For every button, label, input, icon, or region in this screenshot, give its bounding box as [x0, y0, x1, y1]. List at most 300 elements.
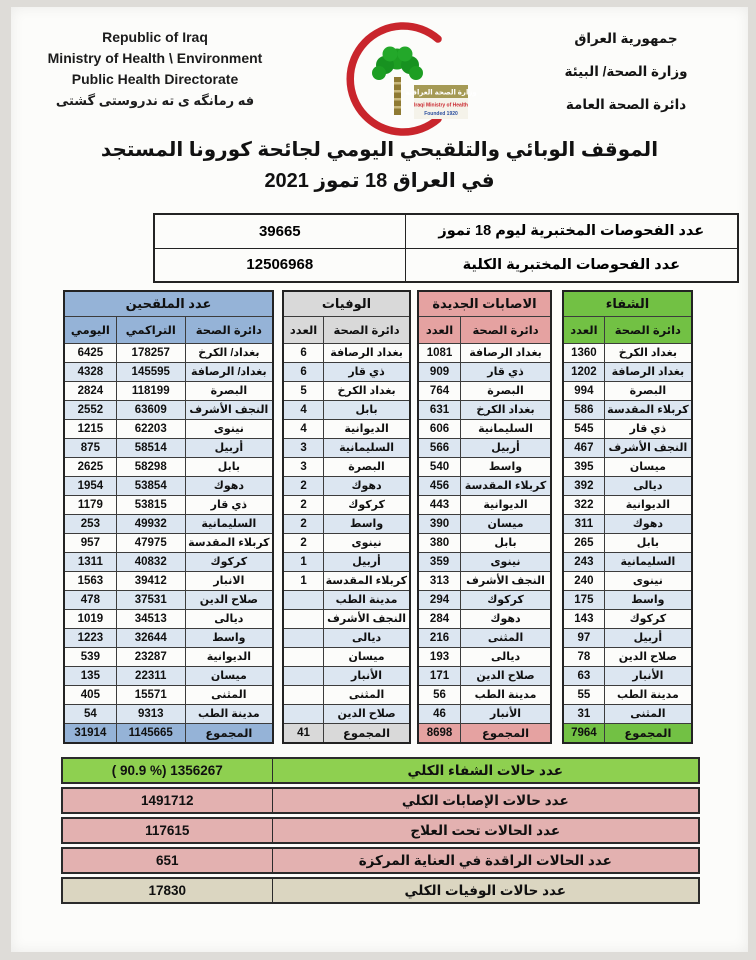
report-title — [11, 135, 748, 197]
value-cell: 957 — [64, 533, 116, 552]
value-cell: 9313 — [116, 704, 185, 723]
value-cell — [283, 647, 324, 666]
table-row — [283, 609, 410, 628]
table-row — [64, 666, 273, 685]
province-cell: نينوى — [324, 533, 410, 552]
letterhead — [11, 7, 748, 125]
value-cell: 631 — [418, 400, 461, 419]
value-cell: 2552 — [64, 400, 116, 419]
value-cell: 566 — [418, 438, 461, 457]
table-row — [283, 495, 410, 514]
table-row — [563, 495, 692, 514]
table-row — [563, 400, 692, 419]
value-cell: 23287 — [116, 647, 185, 666]
table-row — [418, 514, 551, 533]
province-cell: بغداد/ الرصافة — [185, 362, 273, 381]
province-cell: الانبار — [185, 571, 273, 590]
value-cell: 586 — [563, 400, 604, 419]
table-deaths — [282, 290, 411, 744]
value-cell: 178257 — [116, 343, 185, 362]
province-cell: النجف الأشرف — [461, 571, 551, 590]
arabic-line-1: جمهورية العراق — [574, 31, 678, 46]
arabic-line-3: دائرة الصحة العامة — [565, 97, 687, 112]
value-cell: 2625 — [64, 457, 116, 476]
table-row — [283, 400, 410, 419]
table-row — [283, 362, 410, 381]
value-cell: 764 — [418, 381, 461, 400]
value-cell: 478 — [64, 590, 116, 609]
value-cell: 1563 — [64, 571, 116, 590]
province-cell: ديالى — [324, 628, 410, 647]
value-cell: 32644 — [116, 628, 185, 647]
table-vaccinated — [63, 290, 274, 744]
logo-arabic-name: وزارة الصحة العراقية — [404, 89, 477, 97]
province-cell: النجف الأشرف — [324, 609, 410, 628]
value-cell: 284 — [418, 609, 461, 628]
table-row — [283, 438, 410, 457]
province-cell: السليمانية — [185, 514, 273, 533]
table-row — [418, 495, 551, 514]
province-cell: واسط — [324, 514, 410, 533]
table-row — [563, 438, 692, 457]
table-row — [64, 457, 273, 476]
province-cell: مدينة الطب — [185, 704, 273, 723]
value-cell: 3 — [283, 438, 324, 457]
tests-row — [154, 248, 738, 282]
province-cell: واسط — [185, 628, 273, 647]
province-cell: الأنبار — [461, 704, 551, 723]
value-cell: 118199 — [116, 381, 185, 400]
value-cell: 135 — [64, 666, 116, 685]
value-cell: 456 — [418, 476, 461, 495]
table-row — [418, 590, 551, 609]
province-cell: بابل — [461, 533, 551, 552]
table-row — [563, 628, 692, 647]
table-row — [563, 362, 692, 381]
value-cell: 311 — [563, 514, 604, 533]
province-cell: الديوانية — [324, 419, 410, 438]
province-cell: واسط — [461, 457, 551, 476]
value-cell: 1215 — [64, 419, 116, 438]
table-row — [418, 533, 551, 552]
kurdish-line: فه رمانگه ى ته ندروستى گشتى — [55, 93, 255, 108]
tests-label: عدد الفحوصات المختبرية ليوم 18 تموز — [405, 214, 738, 248]
value-cell: 395 — [563, 457, 604, 476]
value-cell: 1202 — [563, 362, 604, 381]
province-cell: الأنبار — [604, 666, 692, 685]
arabic-line-2: وزارة الصحة/ البيئة — [564, 64, 688, 79]
table-row — [418, 666, 551, 685]
province-cell: ذي قار — [324, 362, 410, 381]
province-cell: مدينة الطب — [324, 590, 410, 609]
province-cell: كركوك — [604, 609, 692, 628]
value-cell: 606 — [418, 419, 461, 438]
summary-value: 117615 — [63, 819, 273, 842]
province-cell: دهوك — [604, 514, 692, 533]
total-cell: 7964 — [563, 723, 604, 743]
total-cell: 31914 — [64, 723, 116, 743]
value-cell: 540 — [418, 457, 461, 476]
province-cell: مدينة الطب — [604, 685, 692, 704]
value-cell: 1 — [283, 571, 324, 590]
province-cell: الديوانية — [461, 495, 551, 514]
table-recovered — [562, 290, 693, 744]
table-row — [418, 647, 551, 666]
ministry-logo — [317, 19, 485, 125]
value-cell: 62203 — [116, 419, 185, 438]
value-cell: 6 — [283, 362, 324, 381]
table-row — [563, 609, 692, 628]
value-cell: 143 — [563, 609, 604, 628]
ministry-of-health-logo-icon — [322, 19, 480, 137]
table-row — [418, 685, 551, 704]
table-row — [64, 400, 273, 419]
province-cell: السليمانية — [604, 552, 692, 571]
table-row — [563, 704, 692, 723]
province-cell: صلاح الدين — [461, 666, 551, 685]
table-row — [418, 343, 551, 362]
province-cell: بابل — [185, 457, 273, 476]
table-row — [563, 419, 692, 438]
total-cell: المجموع — [461, 723, 551, 743]
table-row — [283, 704, 410, 723]
report-title-line-2: في العراق 18 تموز 2021 — [264, 170, 495, 192]
province-cell: السليمانية — [461, 419, 551, 438]
table-title: عدد الملقحين — [64, 291, 273, 316]
province-cell: أربيل — [324, 552, 410, 571]
table-row — [283, 590, 410, 609]
table-row — [64, 476, 273, 495]
value-cell: 1019 — [64, 609, 116, 628]
province-cell: ذي قار — [604, 419, 692, 438]
table-row — [283, 343, 410, 362]
english-line-2: Ministry of Health \ Environment — [47, 50, 263, 66]
value-cell: 545 — [563, 419, 604, 438]
value-cell: 2 — [283, 514, 324, 533]
column-header: دائرة الصحة — [185, 316, 273, 343]
table-title: الاصابات الجديدة — [418, 291, 551, 316]
letterhead-english — [21, 19, 289, 125]
value-cell: 6425 — [64, 343, 116, 362]
column-header: العدد — [283, 316, 324, 343]
table-row — [563, 552, 692, 571]
province-cell: نينوى — [604, 571, 692, 590]
value-cell: 78 — [563, 647, 604, 666]
value-cell: 405 — [64, 685, 116, 704]
tests-label: عدد الفحوصات المختبرية الكلية — [405, 248, 738, 282]
province-cell: بابل — [604, 533, 692, 552]
table-row — [283, 666, 410, 685]
value-cell: 58514 — [116, 438, 185, 457]
table-row — [64, 419, 273, 438]
table-row — [64, 571, 273, 590]
province-cell: بغداد الرصافة — [324, 343, 410, 362]
table-row — [64, 495, 273, 514]
province-cell: ديالى — [185, 609, 273, 628]
value-cell: 4 — [283, 400, 324, 419]
table-title: الشفاء — [563, 291, 692, 316]
table-row — [283, 514, 410, 533]
province-cell: البصرة — [461, 381, 551, 400]
value-cell: 1081 — [418, 343, 461, 362]
total-cell: 41 — [283, 723, 324, 743]
value-cell: 994 — [563, 381, 604, 400]
table-row — [64, 362, 273, 381]
logo-english-name: Iraqi Ministry of Health — [413, 102, 468, 109]
value-cell: 392 — [563, 476, 604, 495]
value-cell: 909 — [418, 362, 461, 381]
table-row — [563, 381, 692, 400]
table-row — [64, 514, 273, 533]
table-row — [418, 628, 551, 647]
province-cell: ديالى — [604, 476, 692, 495]
table-row — [418, 704, 551, 723]
value-cell: 22311 — [116, 666, 185, 685]
province-cell: المثنى — [324, 685, 410, 704]
value-cell: 4 — [283, 419, 324, 438]
table-row — [283, 476, 410, 495]
province-cell: المثنى — [461, 628, 551, 647]
total-row — [283, 723, 410, 743]
main-tables — [11, 290, 748, 744]
value-cell: 54 — [64, 704, 116, 723]
province-cell: كربلاء المقدسة — [604, 400, 692, 419]
province-cell: الديوانية — [604, 495, 692, 514]
province-cell: بغداد/ الكرخ — [185, 343, 273, 362]
table-row — [418, 476, 551, 495]
value-cell: 2 — [283, 495, 324, 514]
table-row — [64, 647, 273, 666]
value-cell: 1954 — [64, 476, 116, 495]
province-cell: كركوك — [324, 495, 410, 514]
province-cell: المثنى — [604, 704, 692, 723]
value-cell: 63609 — [116, 400, 185, 419]
value-cell: 1223 — [64, 628, 116, 647]
table-row — [563, 514, 692, 533]
tests-row — [154, 214, 738, 248]
table-row — [563, 685, 692, 704]
value-cell: 15571 — [116, 685, 185, 704]
value-cell — [283, 590, 324, 609]
table-row — [563, 476, 692, 495]
province-cell: أربيل — [604, 628, 692, 647]
value-cell: 2 — [283, 533, 324, 552]
province-cell: البصرة — [185, 381, 273, 400]
value-cell: 39412 — [116, 571, 185, 590]
table-infections — [417, 290, 552, 744]
summary-label: عدد حالات الإصابات الكلي — [401, 792, 569, 808]
total-row — [64, 723, 273, 743]
province-cell: البصرة — [604, 381, 692, 400]
table-row — [418, 400, 551, 419]
province-cell: دهوك — [461, 609, 551, 628]
value-cell: 1179 — [64, 495, 116, 514]
summary-label: عدد حالات الوفيات الكلي — [404, 882, 567, 898]
logo-founded-text: Founded 1920 — [423, 111, 458, 117]
table-row — [64, 552, 273, 571]
summary-value: ( 90.9 %) 1356267 — [63, 759, 273, 782]
table-row — [418, 457, 551, 476]
total-row — [563, 723, 692, 743]
table-row — [64, 533, 273, 552]
value-cell: 40832 — [116, 552, 185, 571]
value-cell: 322 — [563, 495, 604, 514]
table-row — [64, 438, 273, 457]
column-header: اليومي — [64, 316, 116, 343]
column-header: العدد — [418, 316, 461, 343]
value-cell: 1360 — [563, 343, 604, 362]
total-cell: 8698 — [418, 723, 461, 743]
table-row — [563, 647, 692, 666]
report-title-line-1: الموقف الوبائي والتلقيحي اليومي لجائحة كورونا المستجد — [100, 139, 659, 161]
province-cell: ميسان — [604, 457, 692, 476]
total-cell: 1145665 — [116, 723, 185, 743]
value-cell: 49932 — [116, 514, 185, 533]
summary-value: 651 — [63, 849, 273, 872]
summary-label: عدد الحالات تحت العلاج — [410, 822, 561, 838]
tests-table — [153, 213, 739, 283]
summary-label: عدد الحالات الراقدة في العناية المركزة — [358, 852, 612, 868]
province-cell: مدينة الطب — [461, 685, 551, 704]
value-cell: 46 — [418, 704, 461, 723]
summary-row — [61, 757, 700, 784]
province-cell: بابل — [324, 400, 410, 419]
province-cell: كركوك — [461, 590, 551, 609]
province-cell: النجف الأشرف — [185, 400, 273, 419]
value-cell: 6 — [283, 343, 324, 362]
tests-value: 39665 — [154, 214, 405, 248]
table-row — [283, 552, 410, 571]
summary-table — [61, 757, 700, 904]
province-cell: كربلاء المقدسة — [185, 533, 273, 552]
province-cell: ذي قار — [185, 495, 273, 514]
value-cell: 97 — [563, 628, 604, 647]
value-cell: 171 — [418, 666, 461, 685]
table-row — [64, 590, 273, 609]
column-header: دائرة الصحة — [461, 316, 551, 343]
province-cell: دهوك — [185, 476, 273, 495]
province-cell: واسط — [604, 590, 692, 609]
table-row — [283, 457, 410, 476]
province-cell: صلاح الدين — [185, 590, 273, 609]
table-row — [418, 609, 551, 628]
value-cell — [283, 685, 324, 704]
summary-row — [61, 847, 700, 874]
province-cell: بغداد الكرخ — [604, 343, 692, 362]
summary-value: 17830 — [63, 879, 273, 902]
total-row — [418, 723, 551, 743]
province-cell: نينوى — [185, 419, 273, 438]
table-row — [418, 362, 551, 381]
province-cell: أربيل — [185, 438, 273, 457]
summary-row — [61, 817, 700, 844]
table-row — [418, 419, 551, 438]
value-cell: 5 — [283, 381, 324, 400]
province-cell: النجف الأشرف — [604, 438, 692, 457]
column-header: دائرة الصحة — [324, 316, 410, 343]
summary-row — [61, 877, 700, 904]
logo-badge — [405, 85, 476, 119]
province-cell: كربلاء المقدسة — [324, 571, 410, 590]
value-cell: 443 — [418, 495, 461, 514]
value-cell: 2 — [283, 476, 324, 495]
province-cell: بغداد الكرخ — [461, 400, 551, 419]
province-cell: بغداد الكرخ — [324, 381, 410, 400]
province-cell: ديالى — [461, 647, 551, 666]
table-row — [563, 533, 692, 552]
value-cell — [283, 666, 324, 685]
value-cell — [283, 704, 324, 723]
value-cell: 243 — [563, 552, 604, 571]
value-cell: 37531 — [116, 590, 185, 609]
value-cell: 1 — [283, 552, 324, 571]
total-cell: المجموع — [185, 723, 273, 743]
total-cell: المجموع — [324, 723, 410, 743]
value-cell: 58298 — [116, 457, 185, 476]
value-cell: 2824 — [64, 381, 116, 400]
english-line-1: Republic of Iraq — [102, 29, 208, 45]
value-cell: 31 — [563, 704, 604, 723]
table-row — [563, 571, 692, 590]
table-row — [283, 419, 410, 438]
total-cell: المجموع — [604, 723, 692, 743]
province-cell: البصرة — [324, 457, 410, 476]
value-cell: 47975 — [116, 533, 185, 552]
value-cell: 467 — [563, 438, 604, 457]
province-cell: صلاح الدين — [604, 647, 692, 666]
value-cell: 53854 — [116, 476, 185, 495]
table-title: الوفيات — [283, 291, 410, 316]
value-cell: 63 — [563, 666, 604, 685]
province-cell: بغداد الرصافة — [461, 343, 551, 362]
value-cell: 380 — [418, 533, 461, 552]
value-cell: 145595 — [116, 362, 185, 381]
table-row — [64, 685, 273, 704]
summary-value: 1491712 — [63, 789, 273, 812]
summary-label: عدد حالات الشفاء الكلي — [407, 762, 564, 778]
province-cell: نينوى — [461, 552, 551, 571]
table-row — [283, 628, 410, 647]
table-row — [283, 647, 410, 666]
province-cell: كركوك — [185, 552, 273, 571]
table-row — [418, 552, 551, 571]
column-header: دائرة الصحة — [604, 316, 692, 343]
province-cell: المثنى — [185, 685, 273, 704]
photo-edge-artifact — [8, 97, 11, 954]
province-cell: أربيل — [461, 438, 551, 457]
english-line-3: Public Health Directorate — [71, 71, 239, 87]
value-cell: 53815 — [116, 495, 185, 514]
table-row — [64, 704, 273, 723]
province-cell: الأنبار — [324, 666, 410, 685]
value-cell: 359 — [418, 552, 461, 571]
value-cell: 240 — [563, 571, 604, 590]
value-cell: 265 — [563, 533, 604, 552]
value-cell: 253 — [64, 514, 116, 533]
province-cell: ميسان — [461, 514, 551, 533]
table-row — [283, 381, 410, 400]
table-row — [283, 533, 410, 552]
province-cell: ميسان — [324, 647, 410, 666]
province-cell: دهوك — [324, 476, 410, 495]
column-header: العدد — [563, 316, 604, 343]
table-row — [563, 590, 692, 609]
value-cell: 4328 — [64, 362, 116, 381]
table-row — [563, 343, 692, 362]
summary-row — [61, 787, 700, 814]
table-row — [418, 438, 551, 457]
tests-value: 12506968 — [154, 248, 405, 282]
